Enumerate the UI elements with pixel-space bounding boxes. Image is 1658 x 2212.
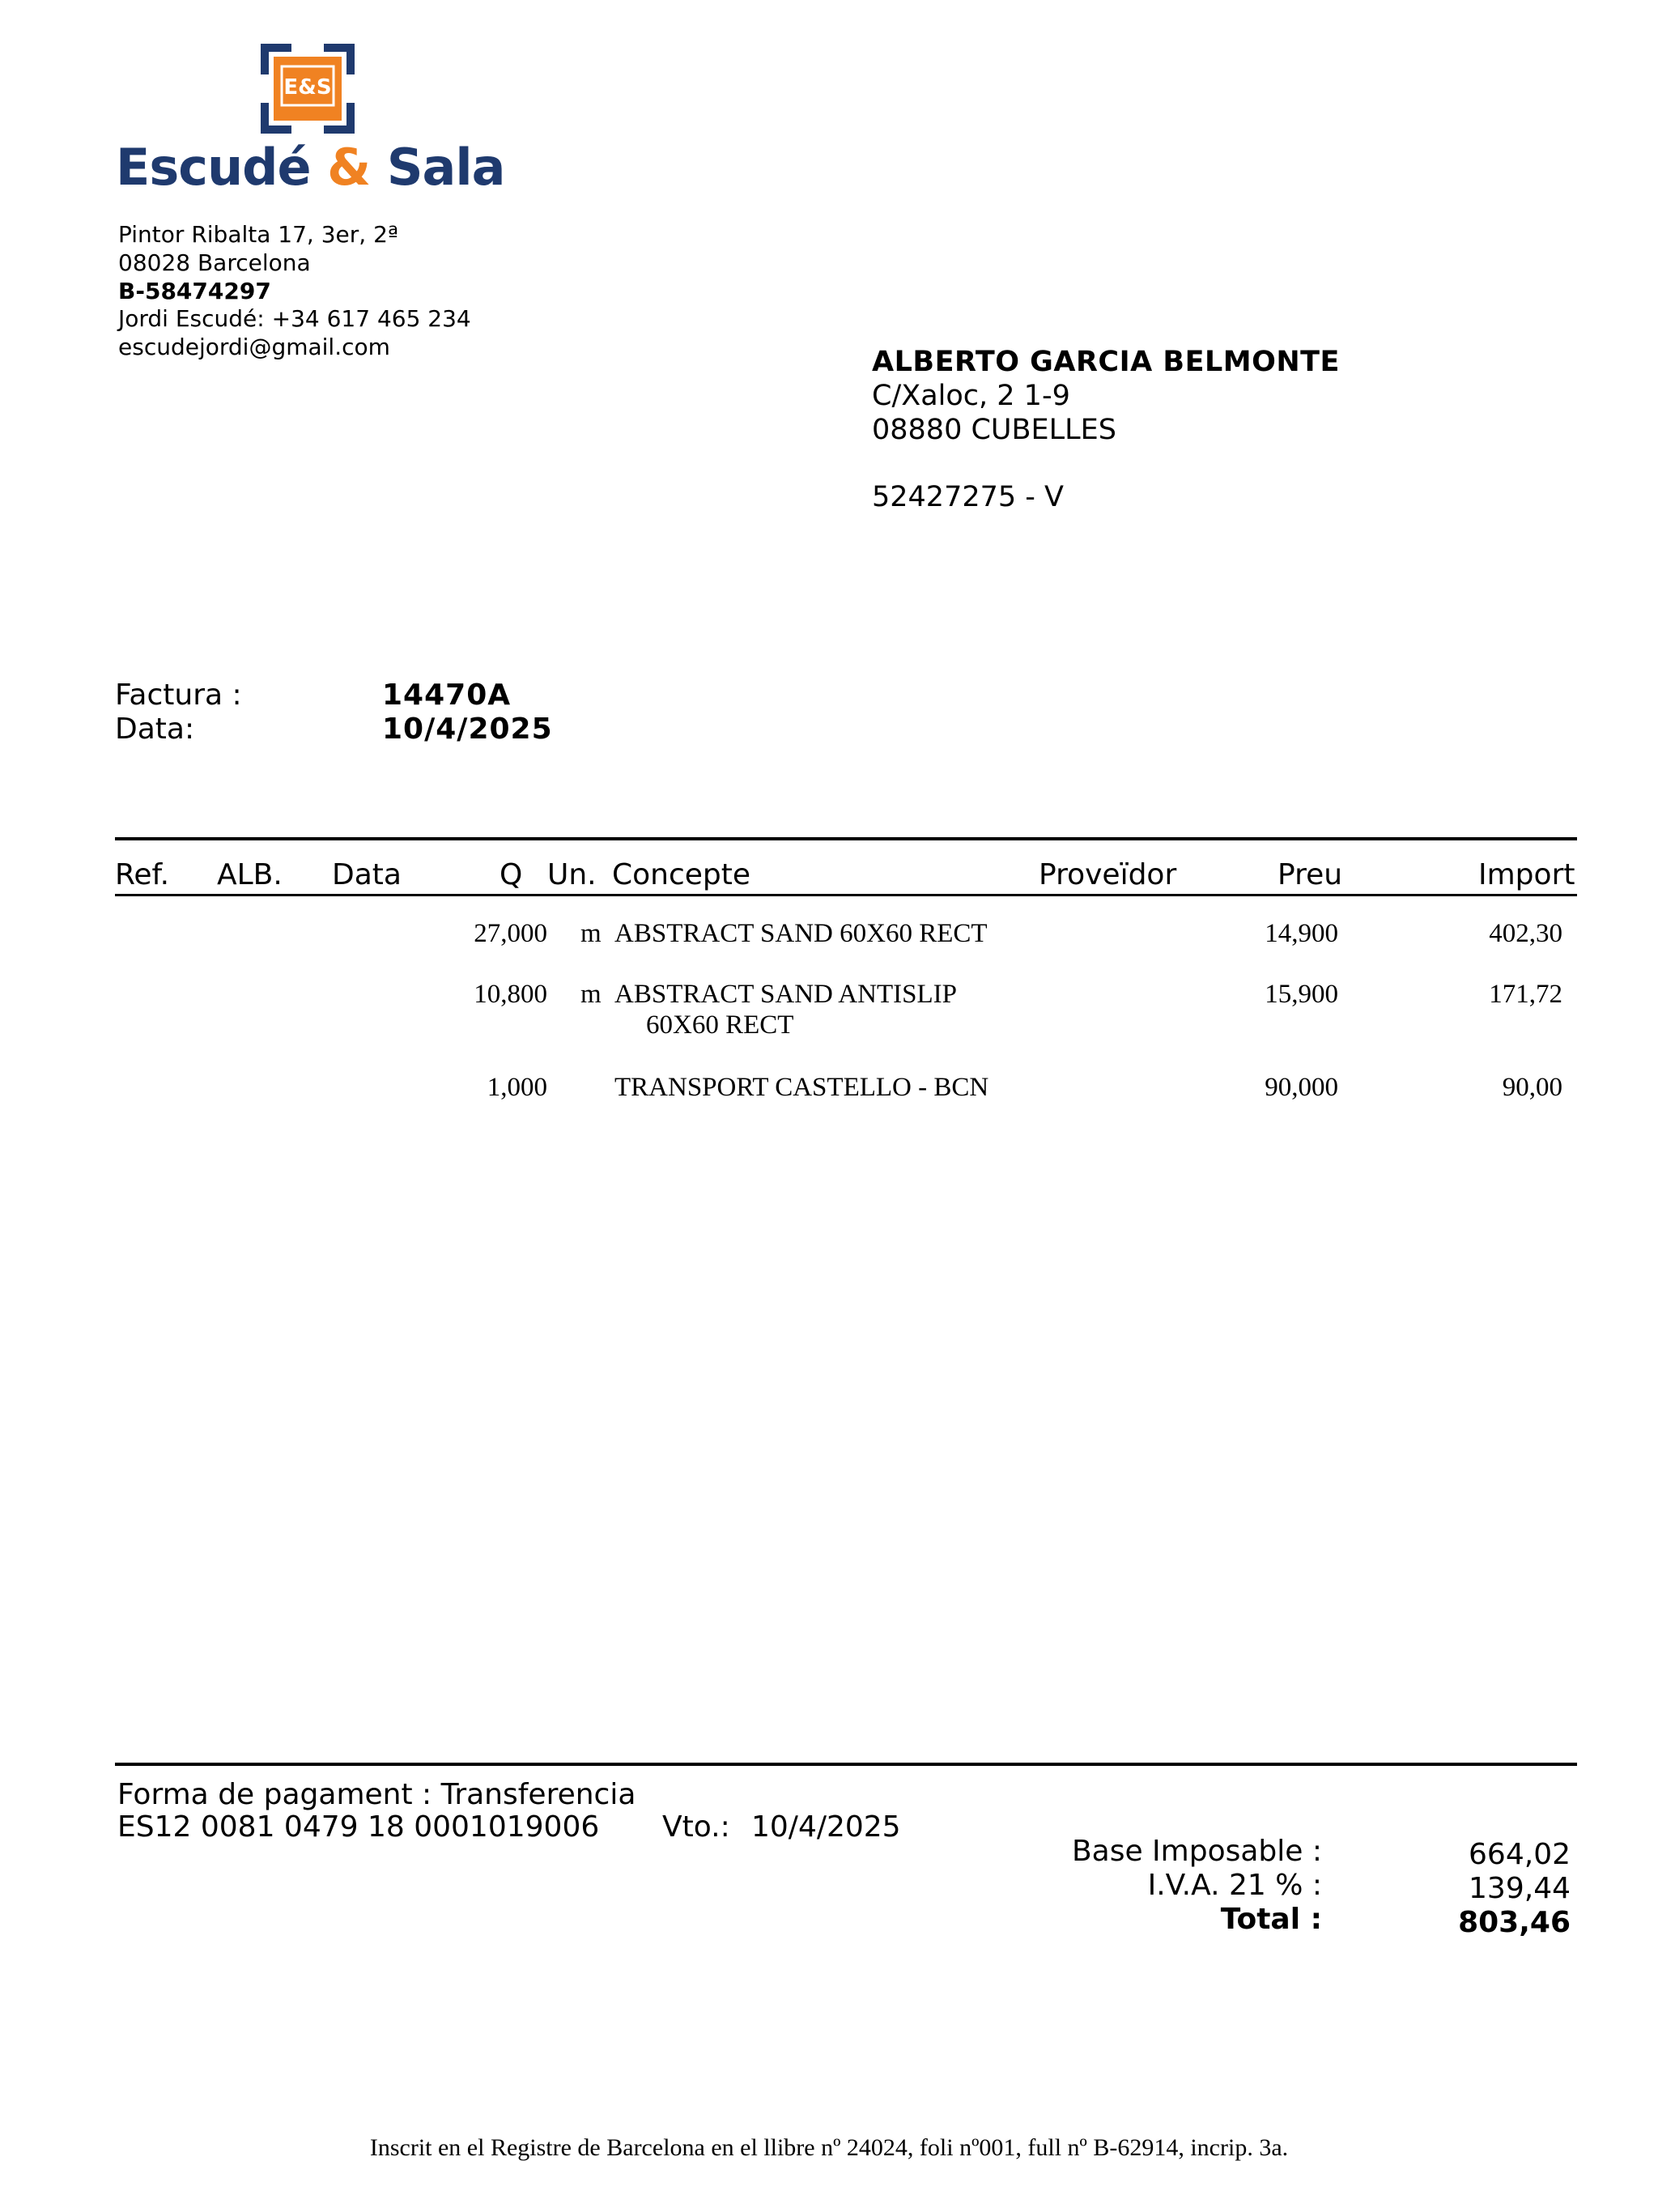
row-amount: 171,72 bbox=[1489, 980, 1562, 1009]
header-quantity: Q bbox=[500, 858, 523, 891]
company-logo-name: Escudé & Sala bbox=[116, 138, 505, 197]
header-price: Preu bbox=[1278, 858, 1343, 891]
total-amount: 803,46 bbox=[1458, 1906, 1571, 1939]
vat-label: I.V.A. 21 % : bbox=[1147, 1869, 1322, 1902]
header-unit: Un. bbox=[547, 858, 597, 891]
header-alb: ALB. bbox=[217, 858, 283, 891]
recipient-id-number: 52427275 - V bbox=[872, 481, 1064, 513]
header-concept: Concepte bbox=[612, 858, 751, 891]
row-unit: m bbox=[580, 919, 602, 948]
row-quantity: 27,000 bbox=[474, 919, 547, 948]
sender-email: escudejordi@gmail.com bbox=[118, 334, 390, 360]
sender-address-line2: 08028 Barcelona bbox=[118, 249, 311, 276]
tax-base-amount: 664,02 bbox=[1469, 1838, 1571, 1871]
row-concept-line2: 60X60 RECT bbox=[646, 1010, 794, 1040]
logo-badge-text: E&S bbox=[283, 75, 332, 100]
footer-rule bbox=[115, 1763, 1577, 1766]
invoice-number-label: Factura : bbox=[115, 678, 242, 712]
tax-base-label: Base Imposable : bbox=[1071, 1835, 1322, 1868]
row-amount: 402,30 bbox=[1489, 919, 1562, 948]
total-label: Total : bbox=[1220, 1903, 1322, 1936]
invoice-date: 10/4/2025 bbox=[382, 713, 553, 746]
vat-amount: 139,44 bbox=[1469, 1872, 1571, 1905]
invoice-date-label: Data: bbox=[115, 713, 195, 746]
sender-address-line1: Pintor Ribalta 17, 3er, 2ª bbox=[118, 221, 399, 248]
recipient-city: 08880 CUBELLES bbox=[872, 414, 1116, 446]
recipient-address: C/Xaloc, 2 1-9 bbox=[872, 380, 1070, 412]
header-amount: Import bbox=[1478, 858, 1575, 891]
table-header-rule bbox=[115, 894, 1577, 896]
row-amount: 90,00 bbox=[1502, 1073, 1562, 1102]
row-concept: TRANSPORT CASTELLO - BCN bbox=[614, 1073, 989, 1102]
table-top-rule bbox=[115, 837, 1577, 840]
header-date: Data bbox=[332, 858, 402, 891]
row-price: 90,000 bbox=[1265, 1073, 1338, 1102]
row-price: 15,900 bbox=[1265, 980, 1338, 1009]
row-quantity: 1,000 bbox=[487, 1073, 547, 1102]
registry-note: Inscrit en el Registre de Barcelona en el llibre nº 24024, foli nº001, full nº B-62914, incrip. 3a. bbox=[369, 2134, 1289, 2161]
due-date: 10/4/2025 bbox=[751, 1810, 901, 1844]
sender-tax-id: B-58474297 bbox=[118, 278, 271, 304]
invoice-number: 14470A bbox=[382, 678, 512, 712]
recipient-name: ALBERTO GARCIA BELMONTE bbox=[872, 346, 1340, 378]
row-concept: ABSTRACT SAND ANTISLIP bbox=[614, 980, 957, 1009]
sender-contact: Jordi Escudé: +34 617 465 234 bbox=[118, 305, 471, 332]
due-date-label: Vto.: bbox=[662, 1810, 730, 1844]
row-quantity: 10,800 bbox=[474, 980, 547, 1009]
payment-method: Forma de pagament : Transferencia bbox=[117, 1778, 636, 1811]
header-supplier: Proveïdor bbox=[1039, 858, 1177, 891]
row-concept: ABSTRACT SAND 60X60 RECT bbox=[614, 919, 988, 948]
header-ref: Ref. bbox=[115, 858, 170, 891]
company-logo-mark bbox=[259, 42, 356, 135]
row-price: 14,900 bbox=[1265, 919, 1338, 948]
payment-iban: ES12 0081 0479 18 0001019006 bbox=[117, 1810, 600, 1844]
row-unit: m bbox=[580, 980, 602, 1009]
